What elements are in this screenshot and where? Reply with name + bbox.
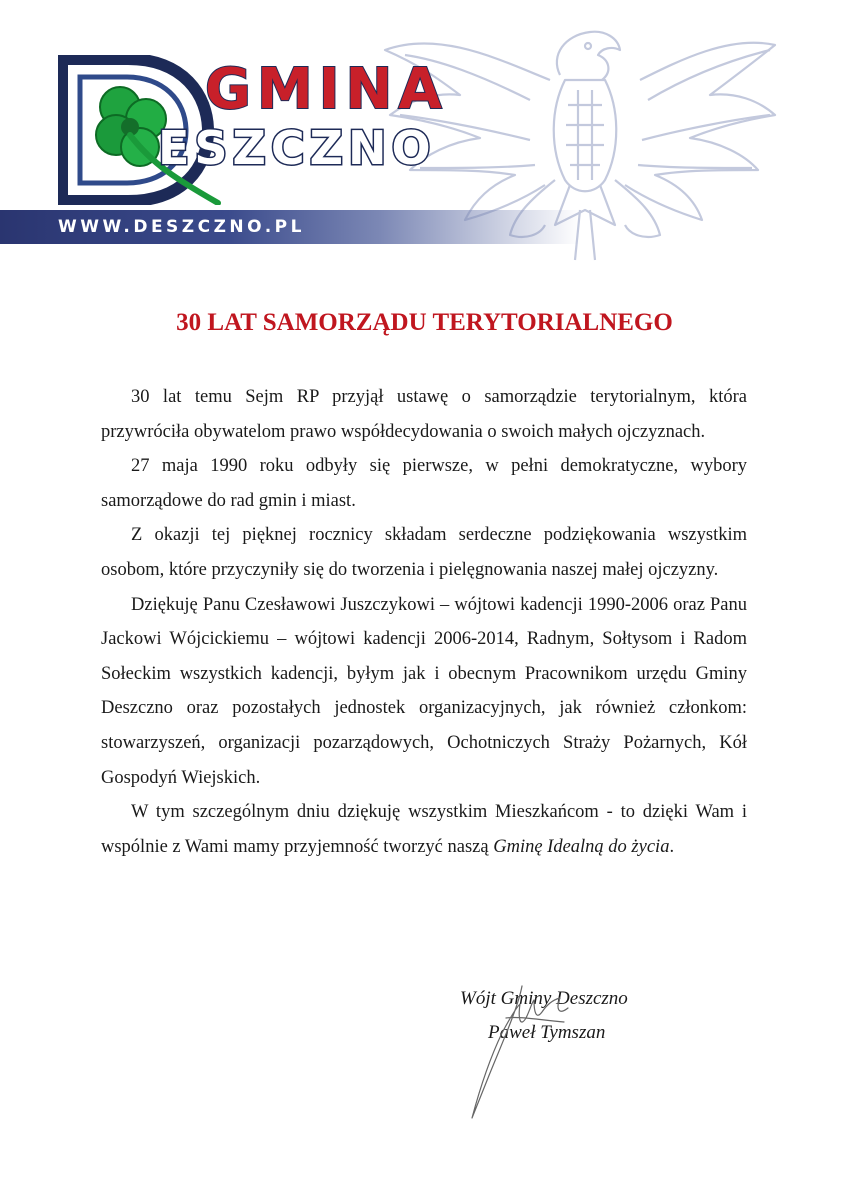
closing-text: W tym szczególnym dniu dziękuję wszystkim Mieszkańcom - to dzięki Wam i wspólnie z Wami mamy przyjemność tworzyć naszą xyxy=(101,802,747,857)
closing-emphasis: Gminę Idealną do życia xyxy=(493,836,670,857)
document-title: 30 LAT SAMORZĄDU TERYTORIALNEGO xyxy=(176,309,673,336)
closing-paragraph xyxy=(101,795,747,864)
logo-word-deszczno: ESZCZNO xyxy=(158,121,436,175)
handwritten-signature xyxy=(460,978,580,1123)
signature-role: Wójt Gminy Deszczno xyxy=(460,988,628,1009)
website-bar-fade xyxy=(380,210,580,244)
signature-name: Paweł Tymszan xyxy=(488,1022,606,1043)
closing-period: . xyxy=(669,836,675,857)
letter-body xyxy=(101,380,747,864)
letterhead xyxy=(0,0,849,270)
paragraph: 27 maja 1990 roku odbyły się pierwsze, w pełni demokratyczne, wybory samorządowe do rad gmin i miast. xyxy=(101,456,747,511)
paragraph: 30 lat temu Sejm RP przyjął ustawę o samorządzie terytorialnym, która przywróciła obywatelom prawo współdecydowania o swoich małych ojczyznach. xyxy=(101,387,747,442)
paragraph: Z okazji tej pięknej rocznicy składam serdeczne podziękowania wszystkim osobom, które przyczyniły się do tworzenia i pielęgnowania naszej małej ojczyzny. xyxy=(101,525,747,580)
website-url[interactable]: WWW.DESZCZNO.PL xyxy=(58,217,305,237)
paragraph: Dziękuję Panu Czesławowi Juszczykowi – wójtowi kadencji 1990-2006 oraz Panu Jackowi Wójcickiemu – wójtowi kadencji 2006-2014, Radnym, Sołtysom i Radom Sołeckim wszystkich kadencji, byłym jak i obecnym Pracownikom urzędu Gminy Deszczno oraz pozostałych jednostek organizacyjnych, jak również członkom: stowarzyszeń, organizacji pozarządowych, Ochotniczych Straży Pożarnych, Kół Gospodyń Wiejskich. xyxy=(101,594,747,788)
logo-word-gmina: GMINA xyxy=(205,57,448,122)
